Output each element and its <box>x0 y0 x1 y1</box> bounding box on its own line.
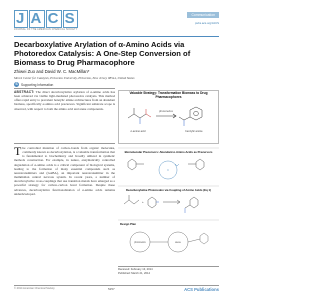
journal-logo <box>14 10 79 28</box>
logo-letter: A <box>30 10 43 27</box>
scheme-section-b-title: Biomolecular Precursors: Abundant α-Amino Acids as Precursors <box>124 150 213 154</box>
header-divider <box>14 36 219 37</box>
journal-url-link[interactable]: pubs.acs.org/JACS <box>195 21 219 25</box>
arrow-label: photoredox <box>159 109 173 113</box>
article-affiliation: Merck Center for Catalysis, Princeton University, Princeton, New Jersey 08544, United States <box>14 76 135 80</box>
logo-letter: J <box>16 10 26 27</box>
supporting-info-icon: S <box>15 82 18 86</box>
journal-subtitle: JOURNAL OF THE AMERICAN CHEMICAL SOCIETY <box>14 29 78 31</box>
article-type-badge: Communication <box>187 12 219 18</box>
published-date: Published: March 21, 2014 <box>118 271 150 275</box>
footer-divider <box>118 266 219 267</box>
logo-letter: S <box>64 10 76 27</box>
page-number: 5257 <box>108 287 115 291</box>
article-title: Decarboxylative Arylation of α-Amino Acids via Photoredox Catalysis: A One-Step Conversion of Biomass to Drug Pharmacophore <box>14 40 191 67</box>
supporting-info-label: Supporting Information <box>21 82 54 87</box>
article-authors: Zhiwei Zuo and David W. C. MacMillan* <box>14 69 90 74</box>
received-dates <box>118 268 219 275</box>
abstract-top-divider <box>14 88 115 89</box>
reaction-arrow <box>156 114 176 118</box>
abstract-bottom-divider <box>14 143 115 144</box>
body-paragraph <box>14 146 115 196</box>
abstract-block <box>14 90 115 111</box>
dropcap: T <box>14 144 22 158</box>
page-footer-divider <box>14 285 219 286</box>
logo-letter: C <box>47 10 60 27</box>
acs-publications-logo: ACS Publications <box>184 287 219 292</box>
coupling-scheme <box>124 195 198 213</box>
reaction-scheme-figure <box>118 96 219 266</box>
label-benzylic-amine: benzylic amine <box>185 130 203 133</box>
catalyst-label: Ir <box>167 169 169 172</box>
benzylic-amine-structure <box>179 107 202 126</box>
amino-acid-structure <box>128 108 151 124</box>
received-date: Received: February 13, 2014 <box>118 268 153 271</box>
catalytic-cycle-diagram <box>128 159 204 179</box>
svg-text:+: + <box>142 200 144 204</box>
cycle-label-arene: arene <box>175 242 181 244</box>
copyright-text: © 2014 American Chemical Society <box>14 287 55 290</box>
cycle-label-photoredox: photoredox <box>134 242 146 244</box>
label-amino-acid: α-amino acid <box>130 130 146 133</box>
abstract-text: The direct decarboxylative arylation of α-amino acids has been achieved via visible light-mediated photoredox catalysis. This method offers rapid entry to prevalent benzylic amine architectures from an abundant biomass, specifically α-amino acid precursors. Significant substrate scope is observed, with respect to both the amino acid and arene components. <box>14 90 115 111</box>
supporting-info-link[interactable] <box>14 82 53 87</box>
abstract-heading: ABSTRACT: <box>14 90 35 94</box>
scheme-title: Valuable Strategy: Transformation Biomass to Drug Pharmacophores <box>129 91 208 99</box>
body-text: he controlled mutation of carbon–bonds from organic molecules, commonly known as decarboxylation, is a valuable transformation that is fundamental to biochemistry and broadly utilized in synthetic methods construction. For example, in nature, enzymatically controlled degradation of α-amino acids is a critical component of biological systems, leading to the formation of many essential compounds such as neurotransmitters and (GABA), an important neurotransmitter in the mammalian central nervous system. In recent years, a number of decarboxylative cross-couplings that use transition metals have emerged as a powerful strategy for carbon–carbon bond formation. Despite these advances, decarboxylative functionalization of α-amino acids remains underdeveloped. <box>14 146 115 196</box>
design-plan-caption: Design Plan <box>120 222 137 226</box>
scheme-section-c-title: Decarboxylative Photoredox via Coupling of Amino Acids (Eq 1) <box>126 188 211 192</box>
